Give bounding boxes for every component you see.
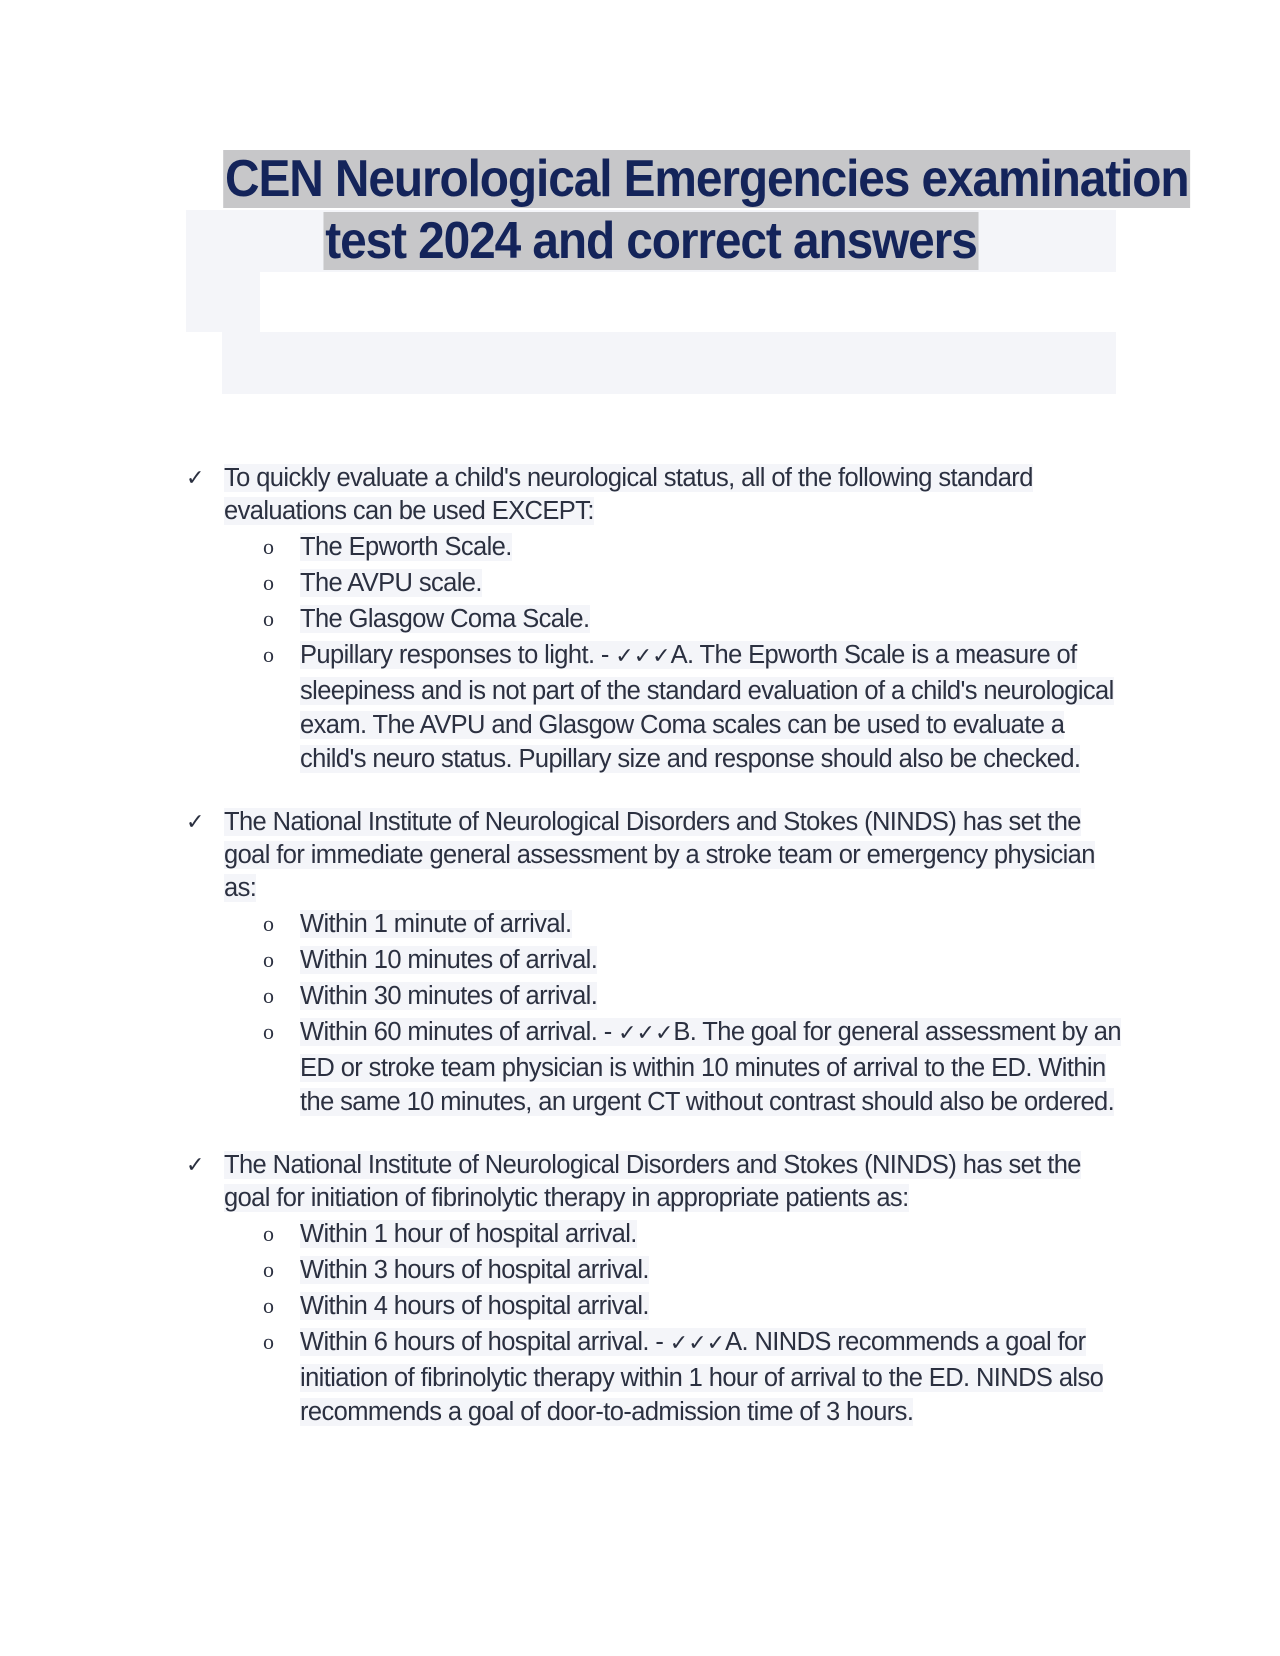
question-text: To quickly evaluate a child's neurological status, all of the following standard evaluations can be used EXCEPT:: [224, 464, 1033, 525]
question-text: The National Institute of Neurological Disorders and Stokes (NINDS) has set the goal for immediate general assessment by a stroke team or emergency physician as:: [224, 808, 1095, 902]
option-item: o Within 10 minutes of arrival.: [300, 943, 1126, 977]
bullet-icon: o: [263, 947, 274, 972]
option-item: o The Epworth Scale.: [300, 530, 1126, 564]
bullet-icon: o: [263, 983, 274, 1008]
document-title: [186, 148, 1189, 272]
answer-checkmarks-icon: ✓✓✓: [615, 644, 671, 669]
answer-explanation: A. The Epworth Scale is a measure of sleepiness and is not part of the standard evaluation of a child's neurological exam. The AVPU and Glasgow Coma scales can be used to evaluate a child's neuro status. Pupillary size and response should also be checked.: [300, 641, 1114, 773]
option-item: o Within 4 hours of hospital arrival.: [300, 1289, 1126, 1323]
bullet-icon: o: [263, 1293, 274, 1318]
bullet-icon: o: [263, 1221, 274, 1246]
title-line-2: test 2024 and correct answers: [325, 212, 977, 270]
option-item: o Within 30 minutes of arrival.: [300, 979, 1126, 1013]
option-item: o Within 1 hour of hospital arrival.: [300, 1217, 1126, 1251]
option-item: o The AVPU scale.: [300, 566, 1126, 600]
question-item: [186, 1149, 1126, 1429]
checkmark-icon: ✓: [186, 466, 205, 491]
option-item-with-answer: o Within 6 hours of hospital arrival. - ✓✓✓A. NINDS recommends a goal for initiation of fibrinolytic therapy within 1 hour of arrival to the ED. NINDS also recommends a goal of door-to-admission time of 3 hours.: [300, 1325, 1126, 1429]
question-list: [186, 462, 1126, 1459]
option-item-with-answer: o Within 60 minutes of arrival. - ✓✓✓B. The goal for general assessment by an ED or stroke team physician is within 10 minutes of arrival to the ED. Within the same 10 minutes, an urgent CT without contrast should also be ordered.: [300, 1015, 1126, 1119]
bullet-icon: o: [263, 1329, 274, 1354]
option-list: [186, 530, 1126, 776]
answer-explanation: B. The goal for general assessment by an ED or stroke team physician is within 10 minutes of arrival to the ED. Within the same 10 minutes, an urgent CT without contrast should also be ordered.: [300, 1018, 1121, 1116]
bullet-icon: o: [263, 911, 274, 936]
bullet-icon: o: [263, 570, 274, 595]
bullet-icon: o: [263, 642, 274, 667]
title-background-panel: [186, 272, 260, 332]
option-item: o The Glasgow Coma Scale.: [300, 602, 1126, 636]
option-item: o Within 1 minute of arrival.: [300, 907, 1126, 941]
answer-explanation: A. NINDS recommends a goal for initiation of fibrinolytic therapy within 1 hour of arrival to the ED. NINDS also recommends a goal of door-to-admission time of 3 hours.: [300, 1328, 1104, 1426]
checkmark-icon: ✓: [186, 810, 205, 835]
title-background-panel: [222, 332, 1116, 394]
option-item-with-answer: o Pupillary responses to light. - ✓✓✓A. The Epworth Scale is a measure of sleepiness and is not part of the standard evaluation of a child's neurological exam. The AVPU and Glasgow Coma scales can be used to evaluate a child's neuro status. Pupillary size and response should also be checked.: [300, 638, 1126, 776]
answer-checkmarks-icon: ✓✓✓: [618, 1021, 674, 1046]
question-text: The National Institute of Neurological Disorders and Stokes (NINDS) has set the goal for initiation of fibrinolytic therapy in appropriate patients as:: [224, 1151, 1081, 1212]
bullet-icon: o: [263, 1019, 274, 1044]
option-list: [186, 1217, 1126, 1429]
option-item: o Within 3 hours of hospital arrival.: [300, 1253, 1126, 1287]
checkmark-icon: ✓: [186, 1153, 205, 1178]
title-line-1: CEN Neurological Emergencies examination: [225, 150, 1189, 208]
question-item: [186, 462, 1126, 776]
bullet-icon: o: [263, 534, 274, 559]
bullet-icon: o: [263, 1257, 274, 1282]
question-item: [186, 806, 1126, 1119]
bullet-icon: o: [263, 606, 274, 631]
answer-checkmarks-icon: ✓✓✓: [669, 1331, 726, 1356]
option-list: [186, 907, 1126, 1119]
